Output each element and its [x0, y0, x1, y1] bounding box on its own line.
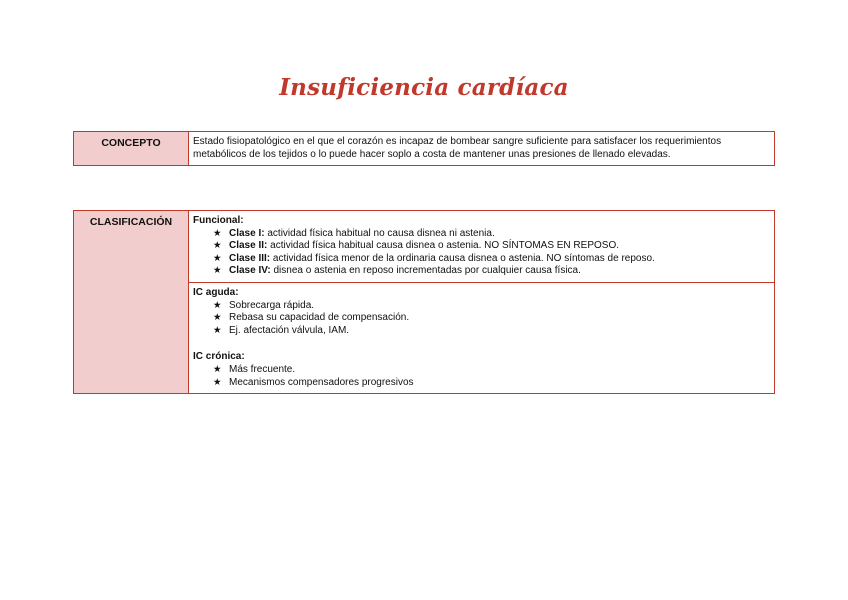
list-item	[213, 265, 769, 278]
list-item	[213, 253, 769, 266]
clase-text: disnea o astenia en reposo incrementadas por cualquier causa física.	[270, 265, 581, 277]
item-text: Sobrecarga rápida.	[229, 299, 315, 311]
item-text: Rebasa su capacidad de compensación.	[229, 312, 410, 324]
list-item	[213, 312, 769, 325]
star-icon: ★	[213, 376, 222, 388]
funcional-list	[193, 228, 769, 278]
spacer	[193, 337, 769, 351]
aguda-heading: IC aguda:	[193, 286, 239, 298]
clase-label: Clase II:	[229, 240, 268, 252]
clase-text: actividad física habitual causa disnea o astenia. NO SÍNTOMAS EN REPOSO.	[267, 240, 619, 252]
list-item	[213, 364, 769, 377]
clase-label: Clase I:	[229, 227, 265, 239]
list-item	[213, 377, 769, 390]
funcional-heading: Funcional:	[193, 215, 244, 226]
star-icon: ★	[213, 299, 222, 311]
clase-text: actividad física habitual no causa disnea ni astenia.	[264, 227, 495, 239]
star-icon: ★	[213, 265, 222, 277]
cronica-heading: IC crónica:	[193, 351, 245, 363]
concepto-text: Estado fisiopatológico en el que el corazón es incapaz de bombear sangre suficiente para satisfacer los requerimientos metabólicos de los tejidos o lo puede hacer soplo a costa de mantener unas presiones de llenado elevadas.	[189, 132, 775, 166]
star-icon: ★	[213, 240, 222, 252]
list-item	[213, 240, 769, 253]
list-item	[213, 325, 769, 338]
list-item	[213, 228, 769, 241]
star-icon: ★	[213, 363, 222, 375]
clase-label: Clase IV:	[229, 265, 271, 277]
clasificacion-label: CLASIFICACIÓN	[74, 211, 189, 394]
star-icon: ★	[213, 227, 222, 239]
ic-cell	[189, 282, 775, 393]
concepto-table	[73, 131, 775, 166]
page-title: Insuficiencia cardíaca	[279, 74, 569, 101]
item-text: Más frecuente.	[229, 363, 296, 375]
item-text: Ej. afectación válvula, IAM.	[229, 324, 350, 336]
aguda-list	[193, 300, 769, 338]
star-icon: ★	[213, 312, 222, 324]
clase-label: Clase III:	[229, 252, 271, 264]
list-item	[213, 300, 769, 313]
clase-text: actividad física menor de la ordinaria causa disnea o astenia. NO síntomas de reposo.	[270, 252, 655, 264]
cronica-list	[193, 364, 769, 389]
star-icon: ★	[213, 324, 222, 336]
star-icon: ★	[213, 252, 222, 264]
clasificacion-table	[73, 210, 775, 394]
concepto-label: CONCEPTO	[74, 132, 189, 166]
item-text: Mecanismos compensadores progresivos	[229, 376, 414, 388]
funcional-cell	[189, 211, 775, 283]
